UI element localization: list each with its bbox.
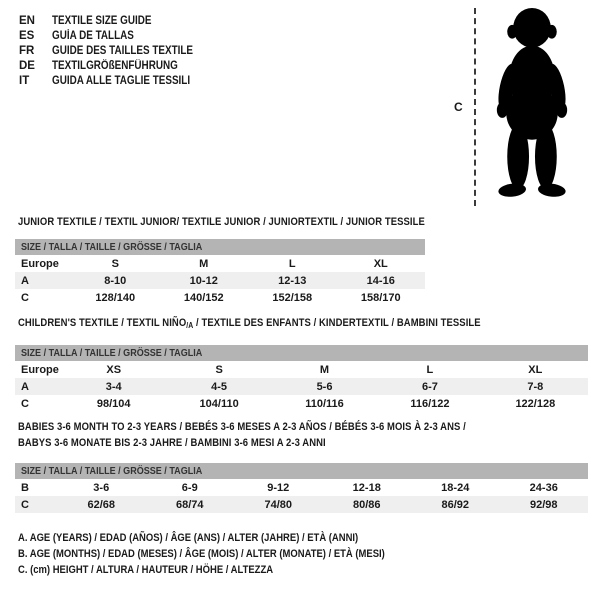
size-cell: S — [111, 257, 119, 270]
size-cell: 3-4 — [105, 380, 122, 393]
size-cell: L — [288, 257, 296, 270]
table-row-height — [15, 496, 588, 513]
size-cell: XL — [528, 363, 543, 376]
language-title: GUIDE DES TAILLES TEXTILE — [52, 44, 194, 57]
size-cell: 68/74 — [175, 498, 204, 511]
section-title-text: JUNIOR TEXTILE / TEXTIL JUNIOR/ TEXTILE JUNIOR / JUNIORTEXTIL / JUNIOR TESSILE — [18, 216, 425, 228]
size-cell: 7-8 — [527, 380, 544, 393]
language-code: ES — [19, 29, 35, 42]
size-cell: 9-12 — [267, 481, 290, 494]
table-row-europe — [15, 361, 588, 378]
size-cell: 104/110 — [199, 397, 239, 410]
table-row-height — [15, 395, 588, 412]
nino-a-subscript: /A — [186, 321, 194, 330]
size-cell: 8-10 — [104, 274, 127, 287]
height-measure-line — [474, 8, 476, 206]
row-label-cell: Europe — [21, 363, 59, 376]
language-row-fr — [19, 43, 216, 58]
size-cell: 122/128 — [515, 397, 556, 410]
size-cell: 12-13 — [278, 274, 307, 287]
size-cell: 12-18 — [352, 481, 381, 494]
legend — [18, 532, 445, 580]
size-cell: 80/86 — [352, 498, 381, 511]
legend-text: B. AGE (MONTHS) / EDAD (MESES) / ÂGE (MOIS) / ALTER (MONATE) / ETÀ (MESI) — [18, 548, 385, 560]
table-row-age — [15, 378, 588, 395]
size-table-junior — [15, 239, 425, 306]
row-label-cell: Europe — [21, 257, 59, 270]
row-label-cell: C — [21, 291, 29, 304]
size-cell: 10-12 — [189, 274, 218, 287]
toddler-silhouette-image — [482, 6, 582, 212]
size-cell: XL — [373, 257, 388, 270]
size-cell: XS — [106, 363, 122, 376]
size-header-text: SIZE / TALLA / TAILLE / GRÖSSE / TAGLIA — [21, 241, 203, 253]
size-figure — [448, 4, 588, 216]
section-title-junior — [18, 215, 448, 231]
size-table-babies — [15, 463, 588, 513]
size-cell: 110/116 — [305, 397, 344, 410]
size-cell: 6-7 — [421, 380, 438, 393]
language-code: EN — [19, 14, 35, 27]
language-title: GUÍA DE TALLAS — [52, 29, 134, 42]
language-row-en — [19, 13, 216, 28]
language-title: TEXTILE SIZE GUIDE — [52, 14, 152, 27]
section-title-children — [18, 316, 596, 334]
size-cell: L — [426, 363, 434, 376]
size-cell: S — [215, 363, 223, 376]
table-row-age-months — [15, 479, 588, 496]
legend-line-a — [18, 532, 445, 548]
size-header-text: SIZE / TALLA / TAILLE / GRÖSSE / TAGLIA — [21, 465, 203, 477]
language-row-de — [19, 58, 216, 73]
size-cell: 6-9 — [181, 481, 198, 494]
language-title: GUIDA ALLE TAGLIE TESSILI — [52, 74, 191, 87]
size-header-bar — [15, 345, 588, 361]
size-header-bar — [15, 463, 588, 479]
size-cell: 116/122 — [410, 397, 450, 410]
row-label-cell: C — [21, 397, 29, 410]
size-cell: 140/152 — [183, 291, 224, 304]
size-header-bar — [15, 239, 425, 255]
row-label-cell: A — [21, 380, 29, 393]
measure-label-c: C — [454, 100, 463, 114]
legend-text: A. AGE (YEARS) / EDAD (AÑOS) / ÂGE (ANS) / ALTER (JAHRE) / ETÀ (ANNI) — [18, 532, 359, 544]
language-code: IT — [19, 74, 30, 87]
table-row-height — [15, 289, 425, 306]
size-cell: 24-36 — [529, 481, 558, 494]
size-cell: 4-5 — [211, 380, 228, 393]
size-cell: 74/80 — [264, 498, 293, 511]
language-code: DE — [19, 59, 35, 72]
size-cell: 98/104 — [96, 397, 131, 410]
table-row-europe — [15, 255, 425, 272]
size-cell: M — [319, 363, 330, 376]
size-table-children — [15, 345, 588, 412]
row-label-cell: B — [21, 481, 29, 494]
language-code: FR — [19, 44, 35, 57]
section-title-line2: BABYS 3-6 MONATE BIS 2-3 JAHRE / BAMBINI 3-6 MESI A 2-3 ANNI — [18, 436, 326, 449]
size-cell: 158/170 — [360, 291, 401, 304]
legend-text: C. (cm) HEIGHT / ALTURA / HAUTEUR / HÖHE / ALTEZZA — [18, 564, 274, 576]
size-cell: 14-16 — [366, 274, 395, 287]
size-cell: 18-24 — [441, 481, 470, 494]
section-title-text: CHILDREN'S TEXTILE / TEXTIL $NIÑO_{/A}$ / TEXTILE DES ENFANTS / KINDERTEXTIL / BAMBINI TESSILE — [18, 317, 481, 330]
size-cell: 86/92 — [441, 498, 470, 511]
row-label-cell: A — [21, 274, 29, 287]
size-cell: M — [199, 257, 209, 270]
section-title-line1: BABIES 3-6 MONTH TO 2-3 YEARS / BEBÉS 3-6 MESES A 2-3 AÑOS / BÉBÉS 3-6 MOIS À 2-3 ANS / — [18, 421, 466, 433]
size-cell: 62/68 — [87, 498, 116, 511]
language-title: TEXTILGRÖßENFÜHRUNG — [52, 59, 178, 72]
section-title-babies — [18, 420, 596, 451]
size-cell: 128/140 — [95, 291, 136, 304]
language-row-es — [19, 28, 216, 43]
legend-line-c — [18, 564, 445, 580]
table-row-age — [15, 272, 425, 289]
row-label-cell: C — [21, 498, 29, 511]
language-row-it — [19, 73, 216, 88]
size-cell: 92/98 — [529, 498, 558, 511]
size-cell: 152/158 — [272, 291, 313, 304]
size-cell: 5-6 — [316, 380, 333, 393]
size-cell: 3-6 — [93, 481, 110, 494]
language-list — [19, 13, 216, 88]
size-header-text: SIZE / TALLA / TAILLE / GRÖSSE / TAGLIA — [21, 347, 203, 359]
legend-line-b — [18, 548, 445, 564]
